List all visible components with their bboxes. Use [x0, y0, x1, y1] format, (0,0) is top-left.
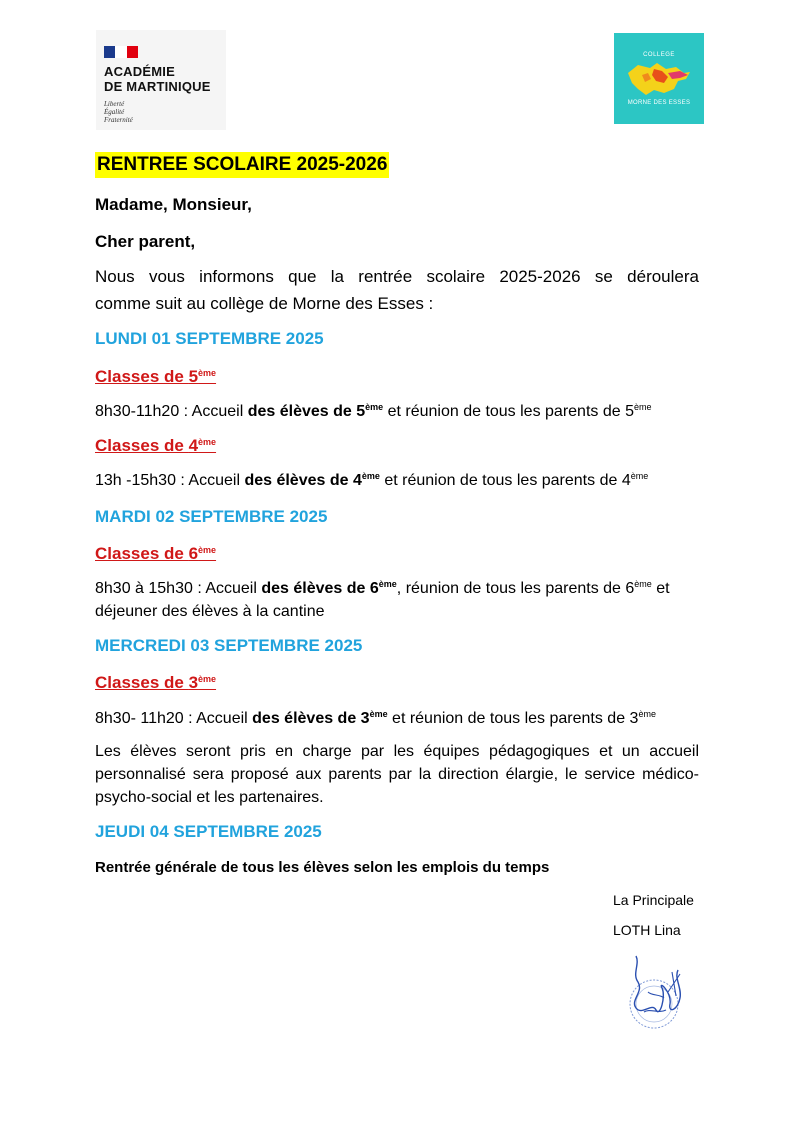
general-entry-text: Rentrée générale de tous les élèves selon les emplois du temps	[95, 859, 550, 876]
french-flag-icon	[104, 46, 138, 58]
island-map-icon	[624, 59, 694, 101]
schedule-line-3: 8h30- 11h20 : Accueil des élèves de 3ème et réunion de tous les parents de 3ème	[95, 709, 656, 727]
class-heading-5: Classes de 5ème	[95, 367, 217, 386]
signatory-role: La Principale	[613, 892, 694, 908]
class-heading-6: Classes de 6ème	[95, 544, 217, 563]
academie-motto: Liberté Égalité Fraternité	[104, 100, 133, 124]
schedule-line-5: 8h30-11h20 : Accueil des élèves de 5ème et réunion de tous les parents de 5ème	[95, 402, 652, 420]
page-title: RENTREE SCOLAIRE 2025-2026	[95, 152, 389, 178]
college-logo-top-text: COLLEGE	[643, 52, 675, 58]
day-heading-thursday: JEUDI 04 SEPTEMBRE 2025	[95, 822, 322, 841]
academie-name: ACADÉMIE DE MARTINIQUE	[104, 64, 211, 94]
day-heading-monday: LUNDI 01 SEPTEMBRE 2025	[95, 329, 324, 348]
salutation-cher-parent: Cher parent,	[95, 232, 196, 251]
salutation-madame-monsieur: Madame, Monsieur,	[95, 195, 252, 214]
paragraph-line-3: psycho-social et les partenaires.	[95, 789, 324, 806]
day-heading-tuesday: MARDI 02 SEPTEMBRE 2025	[95, 507, 328, 526]
intro-line-1: Nous vous informons que la rentrée scolaire 2025-2026 se déroulera	[95, 267, 699, 286]
schedule-line-6: 8h30 à 15h30 : Accueil des élèves de 6ème, réunion de tous les parents de 6ème et	[95, 579, 670, 597]
academie-logo	[96, 30, 226, 130]
day-heading-wednesday: MERCREDI 03 SEPTEMBRE 2025	[95, 636, 363, 655]
paragraph-line-2: personnalisé sera proposé aux parents par la direction élargie, le service médico-	[95, 766, 699, 783]
college-logo	[614, 33, 704, 124]
paragraph-line-1: Les élèves seront pris en charge par les équipes pédagogiques et un accueil	[95, 743, 699, 760]
class-heading-4: Classes de 4ème	[95, 436, 217, 455]
signatory-name: LOTH Lina	[613, 922, 681, 938]
intro-line-2: comme suit au collège de Morne des Esses :	[95, 294, 434, 313]
signature-stamp-icon	[622, 952, 692, 1034]
schedule-line-6-cont: déjeuner des élèves à la cantine	[95, 603, 325, 620]
schedule-line-4: 13h -15h30 : Accueil des élèves de 4ème et réunion de tous les parents de 4ème	[95, 471, 649, 489]
class-heading-3: Classes de 3ème	[95, 673, 217, 692]
college-logo-bottom-text: MORNE DES ESSES	[627, 100, 691, 106]
